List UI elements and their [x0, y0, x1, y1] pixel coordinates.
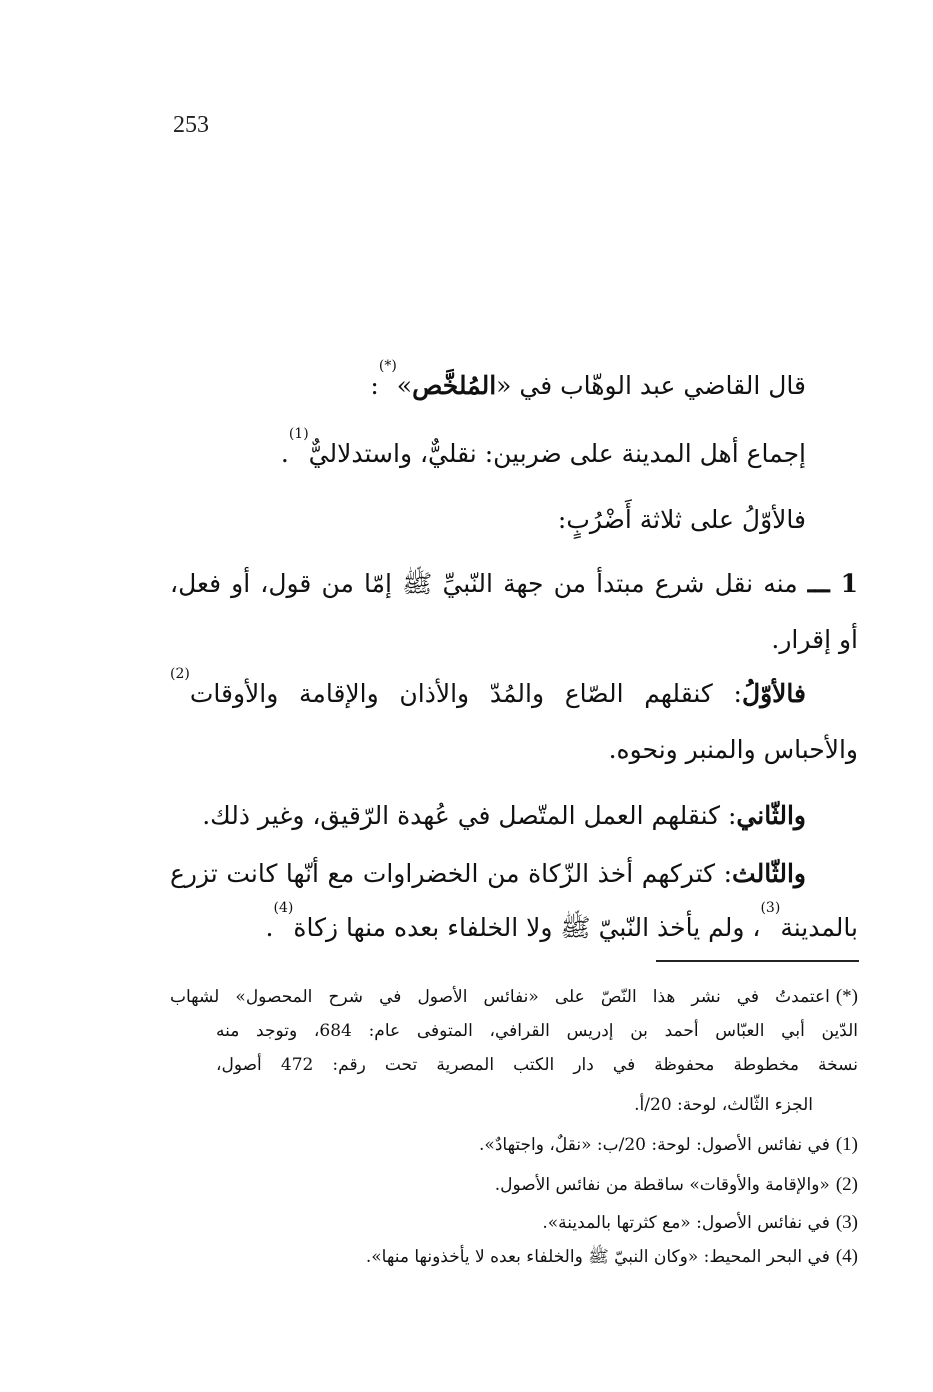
third-paragraph-line-2 [265, 900, 858, 946]
footnote-2-mark: (2) [835, 1174, 858, 1195]
item-1-line-1 [170, 566, 858, 602]
book-title: المُلخَّص [412, 371, 497, 400]
footnote-4-mark: (4) [835, 1246, 858, 1267]
first-type-line [558, 502, 806, 538]
footnote-mark-4: (4) [273, 900, 294, 916]
footnote-2 [495, 1170, 858, 1200]
first-label: فالأوّلُ [741, 679, 806, 708]
page-number: 253 [173, 112, 209, 138]
footnote-mark-3: (3) [760, 900, 781, 916]
item-1-text-cont: أو إقرار. [771, 625, 858, 654]
footnote-1-mark: (1) [835, 1134, 858, 1155]
footnote-star-text-3: نسخة مخطوطة محفوظة في دار الكتب المصرية تحت رقم: 472 أصول، [216, 1055, 858, 1075]
footnote-mark-2: (2) [170, 666, 190, 682]
third-text: : كتركهم أخذ الزّكاة من الخضراوات مع أنّها كانت تزرع [170, 859, 733, 888]
first-paragraph-line-2 [609, 732, 858, 768]
footnote-star-line-4 [634, 1090, 813, 1120]
item-1-number: 1 ـــ [807, 569, 858, 598]
footnote-3-mark: (3) [835, 1212, 858, 1233]
footnote-4-text: في البحر المحيط: «وكان النبيّ ﷺ والخلفاء بعده لا يأخذونها منها». [365, 1247, 830, 1267]
intro-text: قال القاضي عبد الوهّاب في « [496, 371, 806, 400]
footnote-mark-1: (1) [288, 426, 309, 442]
intro-quote-close: » [396, 371, 413, 400]
footnote-3 [542, 1208, 858, 1238]
first-paragraph-line-1 [170, 666, 806, 712]
first-text-cont: والأحباس والمنبر ونحوه. [608, 735, 858, 764]
first-type-text: فالأوّلُ على ثلاثة أَضْرُبٍ: [557, 505, 806, 534]
intro-line [370, 358, 806, 404]
second-label: والثّاني [736, 801, 806, 830]
third-period: . [265, 913, 274, 942]
footnote-mark-star: (*) [378, 358, 397, 374]
footnote-star-mark: (*) [835, 986, 858, 1007]
footnote-4 [366, 1242, 858, 1272]
item-1-line-2 [771, 622, 858, 658]
footnote-star-text-2: الدّين أبي العبّاس أحمد بن إدريس القرافي، المتوفى عام: 684، وتوجد منه [216, 1021, 858, 1041]
third-text-cont-a: بالمدينة [780, 913, 858, 942]
ijma-period: . [280, 439, 289, 468]
footnote-1-text: في نفائس الأصول: لوحة: 20/ب: «نقلٌ، واجتهادٌ». [479, 1135, 830, 1155]
intro-colon: : [370, 371, 379, 400]
footnote-star-line-3 [216, 1050, 858, 1080]
footnote-star-line-1 [170, 982, 858, 1012]
ijma-text: إجماع أهل المدينة على ضربين: نقليٌّ، واستدلاليٌّ [308, 439, 806, 468]
ijma-line [280, 426, 806, 472]
third-text-cont-b: ، ولم يأخذ النّبيّ ﷺ ولا الخلفاء بعده منها زكاة [293, 913, 761, 942]
first-text: : كنقلهم الصّاع والمُدّ والأذان والإقامة والأوقات [189, 679, 742, 708]
footnote-star-line-2 [216, 1016, 858, 1046]
footnote-separator [656, 960, 859, 962]
footnote-2-text: «والإقامة والأوقات» ساقطة من نفائس الأصول. [494, 1175, 830, 1195]
third-paragraph-line-1 [170, 856, 806, 892]
footnote-3-text: في نفائس الأصول: «مع كثرتها بالمدينة». [542, 1213, 830, 1233]
footnote-star-text-1: اعتمدتُ في نشر هذا النّصّ على «نفائس الأصول في شرح المحصول» لشهاب [170, 987, 830, 1007]
item-1-text: منه نقل شرع مبتدأ من جهة النّبيِّ ﷺ إمّا من قول، أو فعل، [170, 569, 798, 598]
second-text: : كنقلهم العمل المتّصل في عُهدة الرّقيق، وغير ذلك. [202, 801, 737, 830]
second-paragraph [202, 798, 806, 834]
footnote-1 [479, 1130, 858, 1160]
footnote-star-text-4: الجزء الثّالث، لوحة: 20/أ. [634, 1095, 813, 1115]
third-label: والثّالث [732, 859, 806, 888]
